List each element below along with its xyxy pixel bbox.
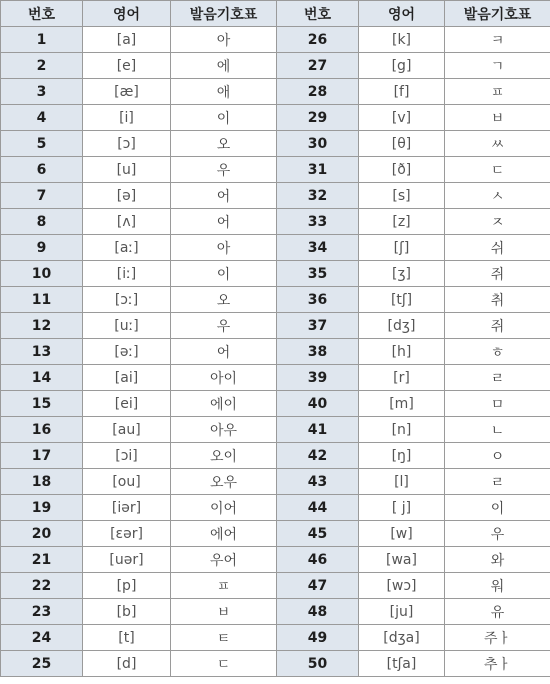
ipa-symbol-cell: [ɛər]: [83, 521, 171, 547]
number-cell: 36: [277, 287, 359, 313]
ipa-symbol-cell: [iː]: [83, 261, 171, 287]
korean-pronunciation-cell: 오: [171, 131, 277, 157]
number-cell: 46: [277, 547, 359, 573]
korean-pronunciation-cell: 워: [445, 573, 550, 599]
ipa-symbol-cell: [ə]: [83, 183, 171, 209]
table-row: [1, 625, 550, 651]
korean-pronunciation-cell: ㅁ: [445, 391, 550, 417]
korean-pronunciation-cell: ㅌ: [171, 625, 277, 651]
ipa-symbol-cell: [ai]: [83, 365, 171, 391]
korean-pronunciation-cell: 오우: [171, 469, 277, 495]
table-row: [1, 53, 550, 79]
table-row: [1, 261, 550, 287]
ipa-symbol-cell: [w]: [359, 521, 445, 547]
ipa-symbol-cell: [wɔ]: [359, 573, 445, 599]
ipa-symbol-cell: [əː]: [83, 339, 171, 365]
number-cell: 15: [1, 391, 83, 417]
korean-pronunciation-cell: 쥐: [445, 261, 550, 287]
table-row: [1, 339, 550, 365]
header-number: 번호: [277, 1, 359, 27]
table-row: [1, 105, 550, 131]
ipa-symbol-cell: [d]: [83, 651, 171, 677]
ipa-symbol-cell: [g]: [359, 53, 445, 79]
table-row: [1, 183, 550, 209]
table-row: [1, 391, 550, 417]
ipa-symbol-cell: [tʃa]: [359, 651, 445, 677]
korean-pronunciation-cell: 아: [171, 235, 277, 261]
table-row: [1, 235, 550, 261]
header-pronunciation: 발음기호표: [171, 1, 277, 27]
korean-pronunciation-cell: ㄴ: [445, 417, 550, 443]
table-row: [1, 495, 550, 521]
korean-pronunciation-cell: 우: [171, 313, 277, 339]
table-row: [1, 27, 550, 53]
ipa-symbol-cell: [au]: [83, 417, 171, 443]
number-cell: 7: [1, 183, 83, 209]
korean-pronunciation-cell: 애: [171, 79, 277, 105]
ipa-symbol-cell: [h]: [359, 339, 445, 365]
korean-pronunciation-cell: ㅎ: [445, 339, 550, 365]
table-row: [1, 209, 550, 235]
ipa-symbol-cell: [uː]: [83, 313, 171, 339]
ipa-symbol-cell: [ʒ]: [359, 261, 445, 287]
table-row: [1, 547, 550, 573]
ipa-symbol-cell: [θ]: [359, 131, 445, 157]
ipa-symbol-cell: [ɔi]: [83, 443, 171, 469]
table-row: [1, 287, 550, 313]
ipa-symbol-cell: [dʒa]: [359, 625, 445, 651]
korean-pronunciation-cell: 이: [171, 261, 277, 287]
korean-pronunciation-cell: ㄷ: [171, 651, 277, 677]
korean-pronunciation-cell: 이어: [171, 495, 277, 521]
ipa-symbol-cell: [t]: [83, 625, 171, 651]
number-cell: 48: [277, 599, 359, 625]
number-cell: 2: [1, 53, 83, 79]
korean-pronunciation-cell: 쉬: [445, 235, 550, 261]
number-cell: 32: [277, 183, 359, 209]
korean-pronunciation-cell: ㅈ: [445, 209, 550, 235]
table-row: [1, 651, 550, 677]
korean-pronunciation-cell: 취: [445, 287, 550, 313]
ipa-symbol-cell: [ɔ]: [83, 131, 171, 157]
korean-pronunciation-cell: 이: [445, 495, 550, 521]
ipa-symbol-cell: [k]: [359, 27, 445, 53]
number-cell: 9: [1, 235, 83, 261]
ipa-symbol-cell: [æ]: [83, 79, 171, 105]
korean-pronunciation-cell: ㅇ: [445, 443, 550, 469]
ipa-symbol-cell: [m]: [359, 391, 445, 417]
number-cell: 38: [277, 339, 359, 365]
table-row: [1, 469, 550, 495]
korean-pronunciation-cell: 에이: [171, 391, 277, 417]
ipa-symbol-cell: [l]: [359, 469, 445, 495]
korean-pronunciation-cell: 오이: [171, 443, 277, 469]
ipa-symbol-cell: [u]: [83, 157, 171, 183]
number-cell: 8: [1, 209, 83, 235]
number-cell: 6: [1, 157, 83, 183]
number-cell: 16: [1, 417, 83, 443]
korean-pronunciation-cell: 우: [445, 521, 550, 547]
number-cell: 12: [1, 313, 83, 339]
korean-pronunciation-cell: 오: [171, 287, 277, 313]
ipa-symbol-cell: [v]: [359, 105, 445, 131]
korean-pronunciation-cell: ㅂ: [445, 105, 550, 131]
ipa-symbol-cell: [ʃ]: [359, 235, 445, 261]
ipa-symbol-cell: [dʒ]: [359, 313, 445, 339]
number-cell: 10: [1, 261, 83, 287]
number-cell: 49: [277, 625, 359, 651]
header-row: [1, 1, 550, 27]
korean-pronunciation-cell: ㅅ: [445, 183, 550, 209]
ipa-symbol-cell: [uər]: [83, 547, 171, 573]
ipa-symbol-cell: [wa]: [359, 547, 445, 573]
table-row: [1, 313, 550, 339]
ipa-symbol-cell: [e]: [83, 53, 171, 79]
number-cell: 4: [1, 105, 83, 131]
number-cell: 29: [277, 105, 359, 131]
number-cell: 18: [1, 469, 83, 495]
table-row: [1, 521, 550, 547]
ipa-symbol-cell: [ju]: [359, 599, 445, 625]
ipa-symbol-cell: [i]: [83, 105, 171, 131]
table-row: [1, 365, 550, 391]
number-cell: 34: [277, 235, 359, 261]
korean-pronunciation-cell: 어: [171, 183, 277, 209]
ipa-symbol-cell: [r]: [359, 365, 445, 391]
ipa-symbol-cell: [iər]: [83, 495, 171, 521]
korean-pronunciation-cell: ㄱ: [445, 53, 550, 79]
korean-pronunciation-cell: ㅆ: [445, 131, 550, 157]
korean-pronunciation-cell: ㅋ: [445, 27, 550, 53]
number-cell: 40: [277, 391, 359, 417]
table-row: [1, 443, 550, 469]
number-cell: 42: [277, 443, 359, 469]
number-cell: 5: [1, 131, 83, 157]
number-cell: 20: [1, 521, 83, 547]
number-cell: 39: [277, 365, 359, 391]
table-row: [1, 79, 550, 105]
number-cell: 17: [1, 443, 83, 469]
table-row: [1, 157, 550, 183]
ipa-symbol-cell: [n]: [359, 417, 445, 443]
korean-pronunciation-cell: 와: [445, 547, 550, 573]
number-cell: 3: [1, 79, 83, 105]
korean-pronunciation-cell: 우: [171, 157, 277, 183]
number-cell: 23: [1, 599, 83, 625]
ipa-symbol-cell: [p]: [83, 573, 171, 599]
number-cell: 14: [1, 365, 83, 391]
korean-pronunciation-cell: ㅂ: [171, 599, 277, 625]
number-cell: 28: [277, 79, 359, 105]
table-row: [1, 131, 550, 157]
korean-pronunciation-cell: ㅍ: [445, 79, 550, 105]
korean-pronunciation-cell: 쥐: [445, 313, 550, 339]
ipa-symbol-cell: [aː]: [83, 235, 171, 261]
ipa-symbol-cell: [f]: [359, 79, 445, 105]
ipa-symbol-cell: [ŋ]: [359, 443, 445, 469]
header-english: 영어: [83, 1, 171, 27]
header-number: 번호: [1, 1, 83, 27]
korean-pronunciation-cell: 우어: [171, 547, 277, 573]
korean-pronunciation-cell: ㄷ: [445, 157, 550, 183]
ipa-symbol-cell: [z]: [359, 209, 445, 235]
number-cell: 35: [277, 261, 359, 287]
korean-pronunciation-cell: 에어: [171, 521, 277, 547]
korean-pronunciation-cell: 추ㅏ: [445, 651, 550, 677]
table-body: [1, 27, 550, 677]
number-cell: 19: [1, 495, 83, 521]
number-cell: 50: [277, 651, 359, 677]
korean-pronunciation-cell: 이: [171, 105, 277, 131]
korean-pronunciation-cell: 아: [171, 27, 277, 53]
ipa-symbol-cell: [ʌ]: [83, 209, 171, 235]
korean-pronunciation-cell: ㄹ: [445, 365, 550, 391]
table-row: [1, 573, 550, 599]
number-cell: 11: [1, 287, 83, 313]
ipa-symbol-cell: [s]: [359, 183, 445, 209]
number-cell: 45: [277, 521, 359, 547]
number-cell: 26: [277, 27, 359, 53]
number-cell: 47: [277, 573, 359, 599]
number-cell: 44: [277, 495, 359, 521]
ipa-symbol-cell: [ei]: [83, 391, 171, 417]
ipa-symbol-cell: [a]: [83, 27, 171, 53]
number-cell: 25: [1, 651, 83, 677]
korean-pronunciation-cell: 유: [445, 599, 550, 625]
number-cell: 27: [277, 53, 359, 79]
number-cell: 1: [1, 27, 83, 53]
header-english: 영어: [359, 1, 445, 27]
number-cell: 43: [277, 469, 359, 495]
korean-pronunciation-cell: 에: [171, 53, 277, 79]
number-cell: 37: [277, 313, 359, 339]
ipa-symbol-cell: [ɔː]: [83, 287, 171, 313]
korean-pronunciation-cell: 어: [171, 339, 277, 365]
korean-pronunciation-cell: ㅍ: [171, 573, 277, 599]
ipa-symbol-cell: [b]: [83, 599, 171, 625]
header-pronunciation: 발음기호표: [445, 1, 550, 27]
number-cell: 24: [1, 625, 83, 651]
ipa-symbol-cell: [ou]: [83, 469, 171, 495]
number-cell: 41: [277, 417, 359, 443]
korean-pronunciation-cell: 주ㅏ: [445, 625, 550, 651]
korean-pronunciation-cell: 아우: [171, 417, 277, 443]
ipa-symbol-cell: [ j]: [359, 495, 445, 521]
number-cell: 13: [1, 339, 83, 365]
table-row: [1, 599, 550, 625]
number-cell: 33: [277, 209, 359, 235]
table-row: [1, 417, 550, 443]
number-cell: 21: [1, 547, 83, 573]
ipa-symbol-cell: [tʃ]: [359, 287, 445, 313]
korean-pronunciation-cell: ㄹ: [445, 469, 550, 495]
korean-pronunciation-cell: 아이: [171, 365, 277, 391]
ipa-symbol-cell: [ð]: [359, 157, 445, 183]
number-cell: 31: [277, 157, 359, 183]
korean-pronunciation-cell: 어: [171, 209, 277, 235]
number-cell: 30: [277, 131, 359, 157]
number-cell: 22: [1, 573, 83, 599]
